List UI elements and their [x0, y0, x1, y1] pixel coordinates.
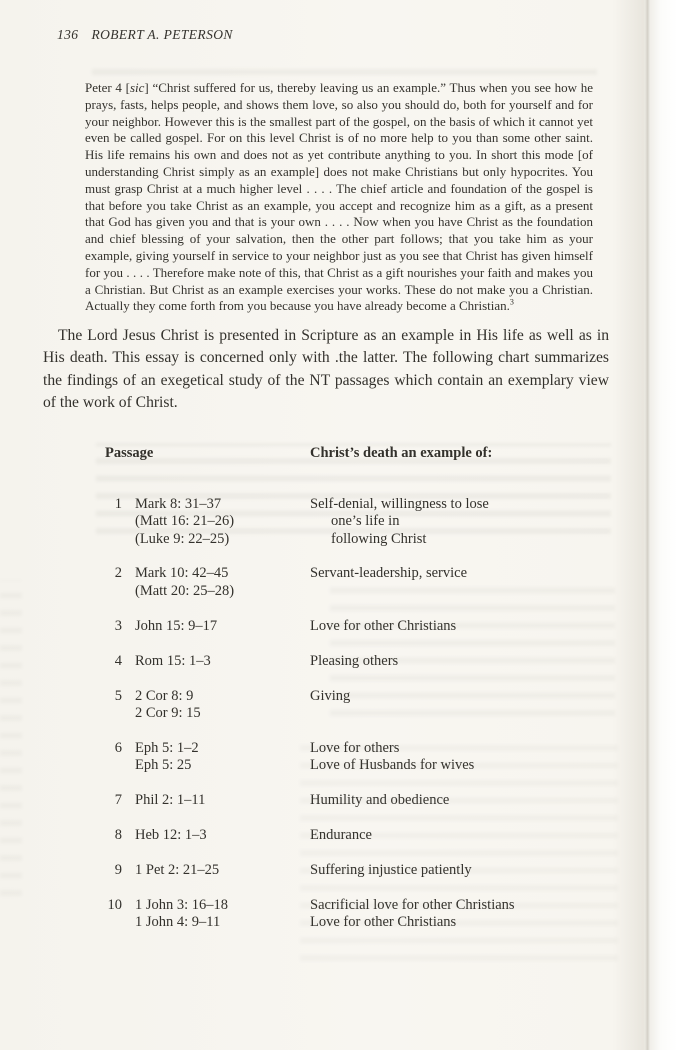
- row-number: 3: [114, 617, 122, 634]
- passage-cell: [135, 688, 310, 723]
- column-header-example: Christ’s death an example of:: [310, 445, 493, 462]
- passage-ref: Mark 10: 42–45: [135, 565, 229, 582]
- example-line: Humility and obedience: [310, 792, 450, 809]
- table-row: [98, 792, 677, 809]
- running-header: [57, 27, 677, 43]
- table-row: [98, 862, 677, 879]
- passage-ref: 2 Cor 8: 9: [135, 687, 194, 704]
- example-line: Self-denial, willingness to lose: [310, 495, 489, 512]
- example-cell: [310, 792, 449, 809]
- passage-ref: Eph 5: 1–2: [135, 739, 199, 756]
- example-line: Suffering injustice patiently: [310, 862, 472, 879]
- passage-ref: 1 John 4: 9–11: [135, 914, 221, 931]
- running-title: ROBERT A. PETERSON: [91, 27, 233, 42]
- passage-cell: [135, 792, 310, 809]
- sic-notation: sic: [129, 80, 145, 95]
- example-line: Servant-leadership, service: [310, 565, 468, 582]
- passage-cell: [135, 827, 310, 844]
- passage-cell: [135, 862, 310, 879]
- passage-cell: [135, 496, 310, 548]
- page-number: 136: [57, 27, 79, 42]
- bleedthrough-artifact: [92, 60, 597, 79]
- quote-text-body: ] “Christ suffered for us, thereby leaving us an example.” Thus when you see how he prays, fasts, helps people, and shows them love, so also you should do, both for yourself and for your neighbor. However this is the smallest part of the gospel, on the basis of which it cannot yet even be called gospel. For on this level Christ is of no more help to you than some other saint. His life remains his own and does not as yet contribute anything to you. In short this mode [of understanding Christ simply as an example] does not make Christians but only hypocrites. You must grasp Christ at a much higher level . . . . The chief article and foundation of the gospel is that before you take Christ as an example, you accept and recognize him as a gift, as a present that God has given you and that is your own . . . . Now when you have Christ as the foundation and chief blessing of your salvation, then the other part follows; that you take him as your example, giving yourself in service to your neighbor just as you see that Christ has given himself for you . . . . Therefore make note of this, that Christ as a gift nourishes your faith and makes you a Christian. But Christ as an example exercises your works. These do not make you a Christian. Actually they come forth from you because you have already become a Christian.: [85, 80, 593, 314]
- passage-ref: Eph 5: 25: [135, 757, 192, 774]
- example-cell: [310, 496, 489, 548]
- example-line: Pleasing others: [310, 652, 399, 669]
- column-header-passage: Passage: [105, 445, 154, 462]
- passage-cell: [135, 653, 310, 670]
- row-number: 7: [114, 792, 122, 809]
- table-row: [98, 897, 677, 932]
- passage-ref: (Matt 20: 25–28): [135, 582, 235, 599]
- example-cell: [310, 862, 472, 879]
- table-row: [98, 827, 677, 844]
- example-line: Love of Husbands for wives: [310, 757, 475, 774]
- body-paragraph: The Lord Jesus Christ is presented in Scripture as an example in His life as well as in His death. This essay is concerned only with .the latter. The following chart summarizes the findings of an exegetical study of the NT passages which contain an exemplary view of the work of Christ.: [43, 327, 609, 412]
- example-cell: [310, 897, 515, 932]
- passage-ref: 1 Pet 2: 21–25: [135, 862, 220, 879]
- passage-ref: Rom 15: 1–3: [135, 652, 211, 669]
- passage-cell: [135, 565, 310, 600]
- passage-ref: 2 Cor 9: 15: [135, 705, 201, 721]
- example-line: Giving: [310, 687, 351, 704]
- quote-text-lead: Peter 4 [: [85, 80, 130, 95]
- passage-cell: [135, 618, 310, 635]
- passage-ref: 1 John 3: 16–18: [135, 896, 229, 913]
- passage-ref: Mark 8: 31–37: [135, 495, 222, 512]
- table-row: [98, 496, 677, 548]
- passage-cell: [135, 740, 310, 775]
- row-number: 10: [107, 896, 122, 913]
- block-quote: [85, 80, 593, 315]
- footnote-marker: 3: [509, 298, 514, 308]
- example-cell: [310, 565, 467, 600]
- summary-table: [98, 445, 677, 931]
- example-line: one’s life in: [331, 513, 400, 530]
- row-number: 4: [114, 652, 122, 669]
- table-row: [98, 740, 677, 775]
- row-number: 8: [114, 827, 122, 844]
- table-row: [98, 618, 677, 635]
- example-cell: [310, 653, 398, 670]
- example-cell: [310, 827, 372, 844]
- table-row: [98, 565, 677, 600]
- row-number: 9: [114, 862, 122, 879]
- row-number: 1: [114, 495, 122, 512]
- example-cell: [310, 618, 456, 635]
- example-line: Love for other Christians: [310, 914, 457, 931]
- passage-ref: (Matt 16: 21–26): [135, 513, 235, 530]
- example-line: Love for other Christians: [310, 617, 457, 634]
- row-number: 5: [114, 687, 122, 704]
- table-row: [98, 653, 677, 670]
- passage-ref: (Luke 9: 22–25): [135, 530, 230, 547]
- example-cell: [310, 740, 474, 775]
- example-cell: [310, 688, 350, 723]
- row-number: 6: [114, 739, 122, 756]
- example-line: Love for others: [310, 739, 400, 756]
- bleedthrough-artifact: [0, 580, 22, 900]
- example-line: Endurance: [310, 827, 372, 844]
- row-number: 2: [114, 565, 122, 582]
- passage-ref: Phil 2: 1–11: [135, 792, 206, 809]
- example-line: following Christ: [331, 530, 427, 547]
- passage-ref: John 15: 9–17: [135, 617, 218, 634]
- table-row: [98, 688, 677, 723]
- table-header-row: [98, 445, 677, 462]
- example-line: Sacrificial love for other Christians: [310, 896, 515, 913]
- passage-cell: [135, 897, 310, 932]
- passage-ref: Heb 12: 1–3: [135, 827, 207, 844]
